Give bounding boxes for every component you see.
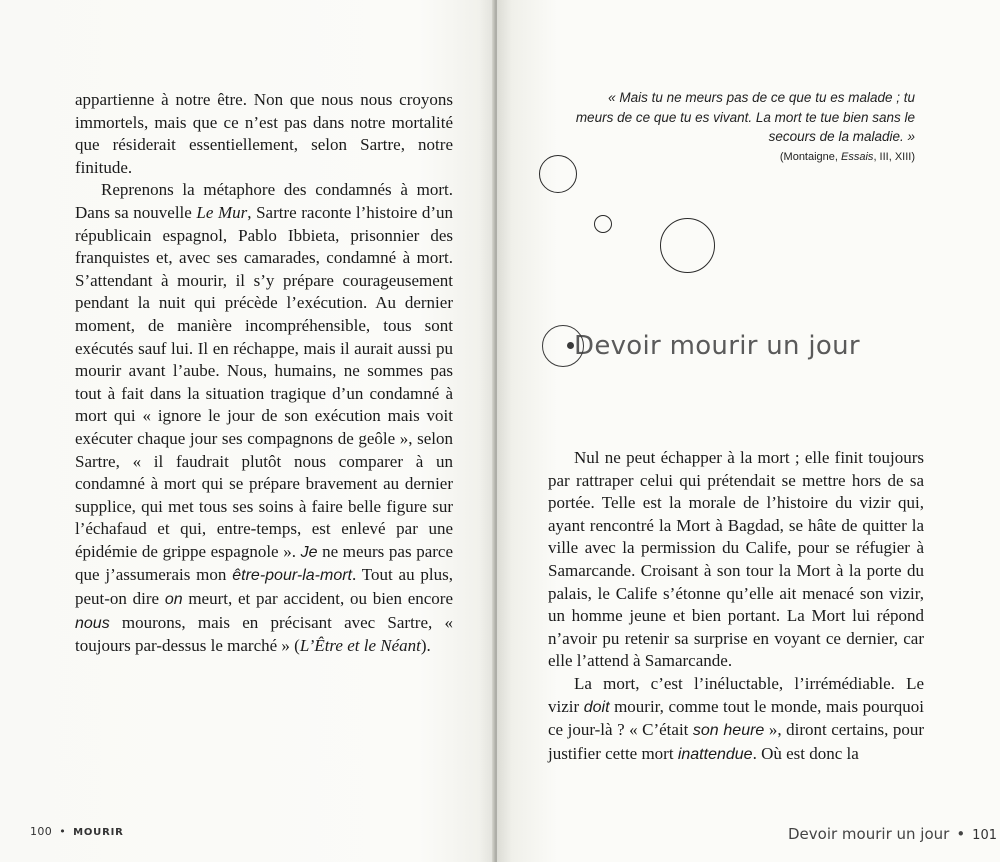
chapter-title-text: Devoir mourir un jour xyxy=(574,331,860,361)
page-number: 101 xyxy=(972,828,997,843)
emphasized-text: nous xyxy=(75,614,110,632)
text-run: mourons, mais en précisant avec Sartre, « toujours par-dessus le marché » ( xyxy=(75,612,453,656)
epigraph-quote: « Mais tu ne meurs pas de ce que tu es malade ; tu meurs de ce que tu es vivant. La mort te tue bien sans le secours de la maladie. » xyxy=(575,90,915,144)
page-number: 100 xyxy=(30,825,53,838)
text-run: ). xyxy=(420,636,431,656)
running-head: MOURIR xyxy=(73,827,124,838)
text-run: . Tout au plus, peut-on dire xyxy=(75,565,453,609)
emphasized-text: doit xyxy=(583,698,610,716)
text-run: ne meurs pas parce que j’assumerais mon xyxy=(75,541,453,585)
chapter-ring-icon xyxy=(542,325,584,367)
emphasized-text: son heure xyxy=(692,722,765,740)
epigraph-source-title: Essais xyxy=(841,151,874,163)
emphasized-text: être-pour-la-mort xyxy=(232,567,352,585)
text-run: La mort, c’est l’inéluctable, l’irrémédiable. Le vizir xyxy=(548,673,924,716)
epigraph-source: (Montaigne, Essais, III, XIII) xyxy=(779,151,915,163)
text-run: appartienne à notre être. Non que nous nous croyons immortels, mais que ce n’est pas dans notre mortalité que résiderait essentiellement, selon Sartre, notre finitude. xyxy=(75,90,453,177)
emphasized-text: Je xyxy=(300,543,318,561)
decorative-circle-icon xyxy=(539,155,577,193)
running-head: Devoir mourir un jour xyxy=(788,825,950,843)
decorative-circle-icon xyxy=(660,218,715,273)
emphasized-text: inattendue xyxy=(677,745,753,763)
text-run: . Où est donc la xyxy=(752,743,859,763)
body-paragraph xyxy=(548,673,924,766)
body-paragraph xyxy=(75,179,453,657)
text-run: meurt, et par accident, ou bien encore xyxy=(182,589,453,609)
left-page-body xyxy=(75,89,453,658)
chapter-title xyxy=(542,323,860,369)
emphasized-text: on xyxy=(164,591,183,609)
emphasized-text: Le Mur xyxy=(196,202,248,222)
body-paragraph xyxy=(75,89,453,179)
body-paragraph xyxy=(548,447,924,673)
text-run: Reprenons la métaphore des condamnés à mort. Dans sa nouvelle xyxy=(75,180,453,222)
left-page xyxy=(0,0,494,862)
left-folio xyxy=(30,825,124,838)
text-run: , Sartre raconte l’histoire d’un républicain espagnol, Pablo Ibbieta, prisonnier des franquistes et, avec ses camarades, condamné à mort. S’attendant à mourir, il s’y prépare courageusement pendant la nuit qui précède l’exécution. Au dernier moment, de manière incompréhensible, tous sont exécutés sauf lui. Il en réchappe, mais il aurait aussi pu mourir avant l’aube. Nous, humains, ne sommes pas tout à fait dans la situation tragique d’un condamné à mort qui « ignore le jour de son exécution mais voit exécuter chaque jour ses compagnons de geôle », selon Sartre, « il faudrait plutôt nous comparer à un condamné à mort qui se prépare bravement au dernier supplice, qui met tous ses soins à faire belle figure sur l’échafaud et qui, entre-temps, est enlevé par une épidémie de grippe espagnole ». xyxy=(75,202,453,561)
right-page-body xyxy=(548,447,924,766)
folio-separator: • xyxy=(59,825,67,838)
folio-separator: • xyxy=(956,825,966,843)
decorative-circle-icon xyxy=(594,215,612,233)
chapter-dot-icon xyxy=(567,342,574,349)
text-run: », diront certains, pour justifier cette mort xyxy=(548,720,924,763)
text-run: Nul ne peut échapper à la mort ; elle finit toujours par rattraper celui qui prétendait se mettre hors de sa portée. Telle est la morale de l’histoire du vizir qui, ayant rencontré la Mort à Bagdad, se hâte de quitter la ville avec la permission du Calife, pour se réfugier à Samarcande. Croisant à son tour la Mort à la porte du palais, le Calife s’étonne qu’elle ait menacé son vizir, un homme jeune et bien portant. La Mort lui répond n’avoir pu retenir sa surprise en voyant ce dernier, car elle l’attend à Samarcande. xyxy=(548,448,924,671)
right-folio xyxy=(788,825,997,843)
emphasized-text: L’Être et le Néant xyxy=(299,636,421,656)
text-run: mourir, comme tout le monde, mais pourquoi ce jour-là ? « C’était xyxy=(548,696,924,740)
